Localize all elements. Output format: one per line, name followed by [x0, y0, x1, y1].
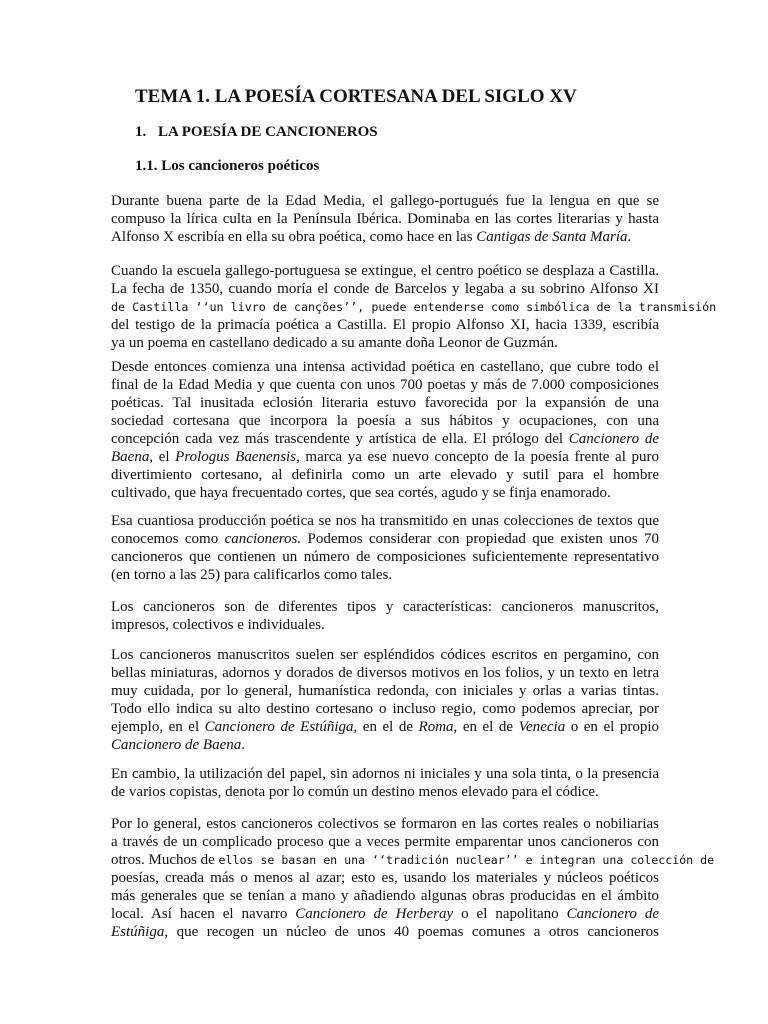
- document-title: TEMA 1. LA POESÍA CORTESANA DEL SIGLO XV: [135, 86, 577, 107]
- text-line: [111, 228, 659, 246]
- work-title: Venecia: [518, 719, 566, 735]
- section-number: 1.: [135, 124, 147, 140]
- section-label: LA POESÍA DE CANCIONEROS: [158, 124, 378, 140]
- text-line: [111, 530, 659, 548]
- text-line: compuso la lírica culta en la Península Ibérica. Dominaba en las cortes literarias y hasta: [111, 211, 659, 227]
- text-span: , en el de: [453, 719, 519, 735]
- text-span: .: [627, 229, 632, 245]
- paragraph-7: [111, 765, 659, 801]
- text-span: ellos se basan en una ‘‘tradición nuclear’’ e integran una colección de: [218, 853, 715, 867]
- work-title: Cancionero de Baena: [111, 737, 242, 753]
- text-line: cancioneros que contienen un número de composiciones suficientemente representativo: [111, 549, 659, 565]
- text-line: poéticas. Tal inusitada eclosión literaria estuvo favorecida por la expansión de una: [111, 395, 659, 411]
- text-line: [111, 905, 659, 923]
- text-line: En cambio, la utilización del papel, sin adornos ni iniciales y una sola tinta, o la presencia: [111, 766, 659, 782]
- text-line: a través de un complicado proceso que a veces permite emparentar unos cancioneros con: [111, 834, 659, 850]
- work-title: Estúñiga: [111, 924, 165, 940]
- text-line: La fecha de 1350, cuando moría el conde de Barcelos y legaba a su sobrino Alfonso XI: [111, 281, 659, 297]
- paragraph-1: [111, 192, 659, 246]
- text-line: Los cancioneros son de diferentes tipos y características: cancioneros manuscritos,: [111, 599, 659, 615]
- text-line: Los cancioneros manuscritos suelen ser espléndidos códices escritos en pergamino, con: [111, 647, 659, 663]
- paragraph-5: [111, 598, 659, 634]
- text-line: de varios copistas, denota por lo común un destino menos elevado para el códice.: [111, 784, 599, 800]
- text-span: , que recogen un núcleo de unos 40 poemas comunes a otros cancioneros: [164, 924, 659, 940]
- text-line: impresos, colectivos e individuales.: [111, 617, 325, 633]
- text-line: Durante buena parte de la Edad Media, el gallego-portugués fue la lengua en que se: [111, 193, 659, 209]
- text-line: Todo ello indica su alto destino cortesano o incluso regio, como podemos apreciar, por: [111, 701, 659, 717]
- text-line: [111, 430, 659, 448]
- text-span: ejemplo, en el: [111, 719, 205, 735]
- text-line: Por lo general, estos cancioneros colectivos se formaron en las cortes reales o nobiliarias: [111, 816, 659, 832]
- text-line: [111, 736, 659, 754]
- text-span: , marca ya ese nuevo concepto de la poesía frente al puro: [296, 449, 660, 465]
- work-title: Cancionero de Estúñiga: [204, 719, 354, 735]
- text-line: sociedad cortesana que incorpora la poesía a sus hábitos y ocupaciones, con una: [111, 413, 659, 429]
- text-span: , el: [149, 449, 176, 465]
- text-span: otros. Muchos de: [111, 852, 219, 868]
- text-line: Esa cuantiosa producción poética se nos ha transmitido en unas colecciones de textos que: [111, 513, 659, 529]
- text-span: local. Así hacen el navarro: [111, 906, 296, 922]
- text-line: de Castilla ‘‘un livro de canções’’, puede entenderse como simbólica de la transmisión: [111, 300, 717, 314]
- work-title: Prologus Baenensis: [175, 449, 297, 465]
- text-line: final de la Edad Media y que cuenta con unos 700 poetas y más de 7.000 composiciones: [111, 377, 659, 393]
- text-line: cultivado, que haya frecuentado cortes, que sea cortés, agudo y se finja enamorado.: [111, 485, 611, 501]
- text-line: (en torno a las 25) para calificarlos como tales.: [111, 567, 393, 583]
- text-span: .: [241, 737, 245, 753]
- paragraph-2: [111, 262, 717, 352]
- text-span: Alfonso X escribía en ella su obra poética, como hace en las: [111, 229, 477, 245]
- paragraph-8: [111, 815, 715, 941]
- section-heading: [135, 124, 378, 141]
- text-line: Desde entonces comienza una intensa actividad poética en castellano, que cubre todo el: [111, 359, 659, 375]
- text-line: más generales que se tenían a mano y añadiendo algunas obras producidas en el ámbito: [111, 888, 659, 904]
- text-span: conocemos como: [111, 531, 225, 547]
- work-title: Cancionero de: [566, 906, 659, 922]
- term: cancioneros.: [224, 531, 302, 547]
- work-title: Cancionero de: [568, 431, 659, 447]
- text-line: divertimiento cortesano, al definirla como un arte elevado y sutil para el hombre: [111, 467, 659, 483]
- text-span: o en el propio: [565, 719, 659, 735]
- paragraph-6: [111, 646, 659, 754]
- text-line: bellas miniaturas, adornos y dorados de diversos motivos en los folios, y un texto en letra: [111, 665, 659, 681]
- text-line: Cuando la escuela gallego-portuguesa se extingue, el centro poético se desplaza a Castilla.: [111, 263, 659, 279]
- work-title: Roma: [418, 719, 454, 735]
- text-line: ya un poema en castellano dedicado a su amante doña Leonor de Guzmán.: [111, 335, 558, 351]
- text-line: [111, 923, 659, 941]
- work-title: Cancionero de Herberay: [295, 906, 454, 922]
- text-span: concepción cada vez más trascendente y artística de ella. El prólogo del: [111, 431, 569, 447]
- work-title: Cantigas de Santa María: [476, 229, 628, 245]
- paragraph-4: [111, 512, 659, 584]
- text-line: poesías, creada más o menos al azar; esto es, usando los materiales y núcleos poéticos: [111, 870, 659, 886]
- text-span: Podemos considerar con propiedad que existen unos 70: [301, 531, 659, 547]
- subsection-heading: 1.1. Los cancioneros poéticos: [135, 158, 320, 174]
- text-span: , en el de: [353, 719, 419, 735]
- text-line: del testigo de la primacía poética a Castilla. El propio Alfonso XI, hacia 1339, escribía: [111, 317, 659, 333]
- text-line: muy cuidada, por lo general, humanística redonda, con iniciales y orlas a varias tintas.: [111, 683, 659, 699]
- text-line: [111, 448, 659, 466]
- work-title: Baena: [111, 449, 150, 465]
- text-span: o el napolitano: [453, 906, 567, 922]
- text-line: [111, 851, 715, 869]
- text-line: [111, 718, 659, 736]
- paragraph-3: [111, 358, 659, 502]
